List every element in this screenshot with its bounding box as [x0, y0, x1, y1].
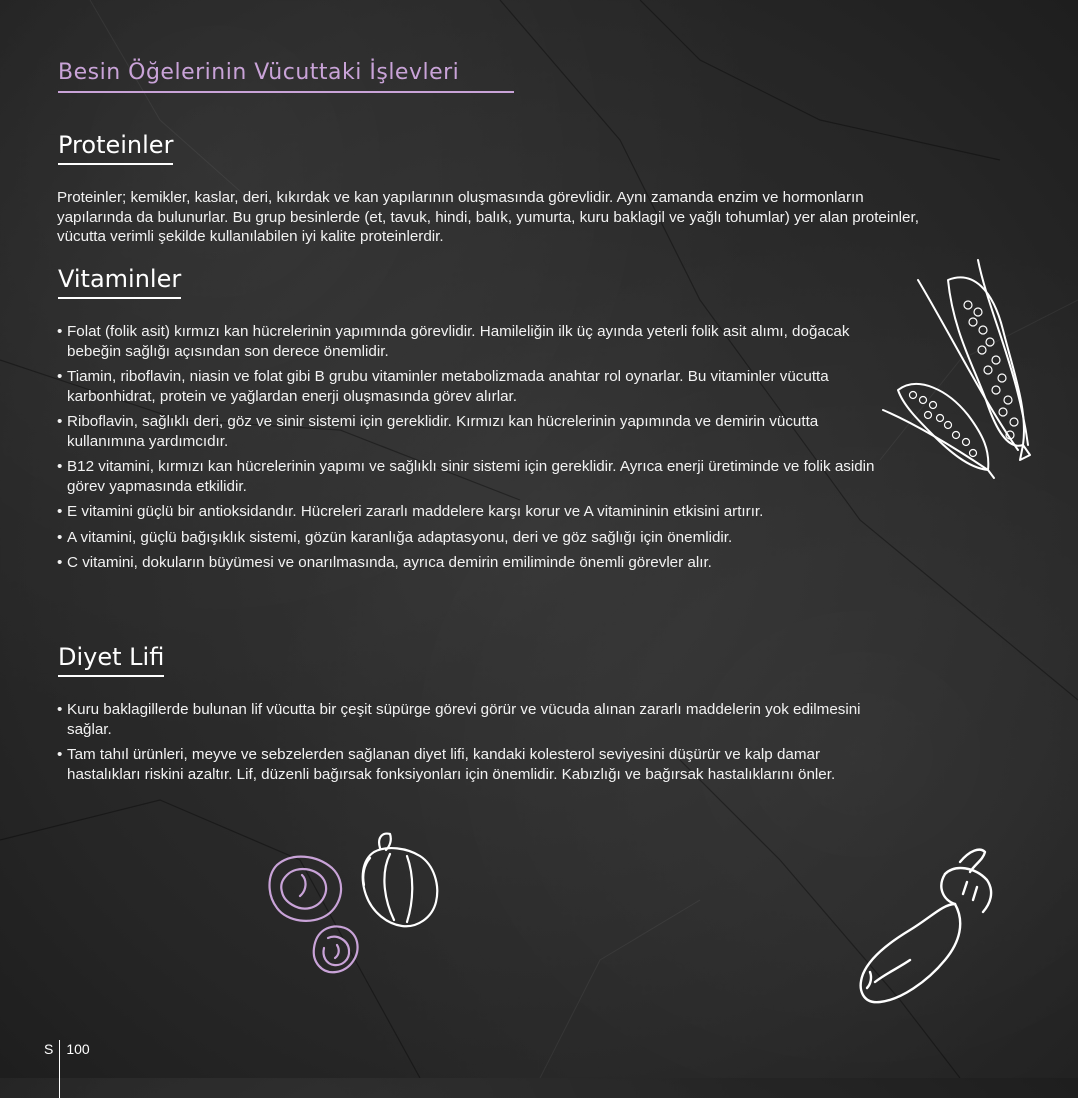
list-item: • E vitamini güçlü bir antioksidandır. Hücreleri zararlı maddelere karşı korur ve A vitamininin etkisini artırır.	[57, 503, 764, 520]
bullet-icon: •	[57, 503, 63, 520]
eggplant-icon	[855, 842, 1000, 1014]
page-number	[44, 1020, 90, 1078]
page-number-value: 100	[66, 1041, 90, 1057]
page-divider	[59, 1040, 60, 1098]
section-letter: S	[44, 1041, 54, 1057]
list-item: • B12 vitamini, kırmızı kan hücrelerinin yapımı ve sağlıklı sinir sistemi için gereklidir. Ayrıca enerji üretiminde ve folik asidin görev yapmasında etkilidir.	[57, 458, 875, 495]
vitamins-heading: Vitaminler	[58, 265, 181, 299]
bullet-icon: •	[57, 528, 63, 546]
bullet-icon: •	[57, 413, 63, 430]
proteins-heading: Proteinler	[58, 131, 173, 165]
list-item: • Kuru baklagillerde bulunan lif vücutta bir çeşit süpürge görevi görür ve vücuda alınan zararlı maddelerin yok edilmesini sağlar.	[57, 701, 861, 738]
fiber-list	[57, 700, 897, 790]
bullet-icon: •	[57, 701, 63, 718]
bullet-icon: •	[57, 554, 63, 571]
fiber-heading: Diyet Lifi	[58, 643, 164, 677]
vitamins-list	[57, 322, 897, 579]
bullet-icon: •	[57, 368, 63, 385]
bullet-icon: •	[57, 746, 63, 763]
list-item: • C vitamini, dokuların büyümesi ve onarılmasında, ayrıca demirin emiliminde önemli görevler alır.	[57, 554, 712, 571]
list-item: • A vitamini, güçlü bağışıklık sistemi, gözün karanlığa adaptasyonu, deri ve göz sağlığı için önemlidir.	[57, 528, 733, 546]
bell-pepper-icon	[352, 830, 447, 930]
list-item: • Riboflavin, sağlıklı deri, göz ve sinir sistemi için gereklidir. Kırmızı kan hücrelerinin yapımında ve demirin vücutta kullanımına yardımcıdır.	[57, 413, 819, 450]
proteins-text: Proteinler; kemikler, kaslar, deri, kıkırdak ve kan yapılarının oluşmasında görevlidir. Aynı zamanda enzim ve hormonların yapılarında da bulunurlar. Bu grup besinlerde (et, tavuk, hindi, balık, yumurta, kuru baklagil ve yağlı tohumlar) yer alan proteinler, vücutta verimli şekilde kullanılabilen iyi kalite proteinlerdir.	[57, 189, 919, 245]
corn-icon	[878, 250, 1038, 480]
bullet-icon: •	[57, 458, 63, 475]
bullet-icon: •	[57, 323, 63, 340]
list-item: • Tam tahıl ürünleri, meyve ve sebzelerden sağlanan diyet lifi, kandaki kolesterol seviyesini düşürür ve kalp damar hastalıkları riskini azaltır. Lif, düzenli bağırsak fonksiyonları için önemlidir. Kabızlığı ve bağırsak hastalıklarını önler.	[57, 746, 836, 783]
page-title: Besin Öğelerinin Vücuttaki İşlevleri	[58, 60, 514, 93]
list-item: • Tiamin, riboflavin, niasin ve folat gibi B grubu vitaminler metabolizmada anahtar rol oynarlar. Bu vitaminler vücutta karbonhidrat, protein ve yağlardan enerji oluşmasında görev alırlar.	[57, 368, 829, 405]
list-item: • Folat (folik asit) kırmızı kan hücrelerinin yapımında görevlidir. Hamileliğin ilk üç ayında yeterli folik asit alımı, doğacak bebeğin sağlığı açısından son derece önemlidir.	[57, 323, 850, 360]
